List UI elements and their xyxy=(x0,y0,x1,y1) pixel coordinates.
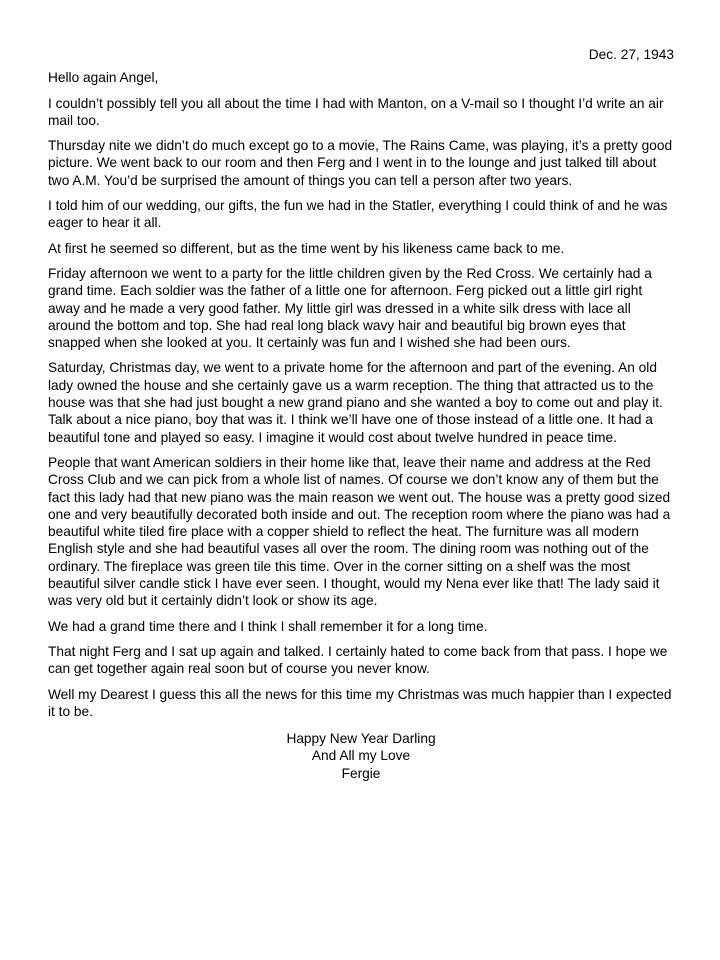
letter-body xyxy=(48,46,674,782)
paragraph-news: Well my Dearest I guess this all the news for this time my Christmas was much happier than I expected it to be. xyxy=(48,686,672,719)
paragraph-friday: Friday afternoon we went to a party for the little children given by the Red Cross. We certainly had a grand time. Each soldier was the father of a little one for afternoon. Ferg picked out a little girl right away and he made a very good father. My little girl was dressed in a white silk dress with lace all around the bottom and top. She had real long black wavy hair and beautiful big brown eyes that snapped when she looked at you. It certainly was fun and I wished she had been ours. xyxy=(48,265,652,351)
paragraph-likeness: At first he seemed so different, but as the time went by his likeness came back to me. xyxy=(48,240,565,256)
paragraph-saturday: Saturday, Christmas day, we went to a private home for the afternoon and part of the evening. An old lady owned the house and she certainly gave us a warm reception. The thing that attracted us to the house was that she had just bought a new grand piano and she wanted a boy to come out and play it. Talk about a nice piano, boy that was it. I think we’ll have one of those instead of a little one. It had a beautiful tone and played so easy. I imagine it would cost about twelve hundred in peace time. xyxy=(48,360,663,445)
paragraph-wedding: I told him of our wedding, our gifts, the fun we had in the Statler, everything I could think of and he was eager to hear it all. xyxy=(48,198,668,231)
closing-line-1: Happy New Year Darling xyxy=(286,731,436,747)
closing-line-2: And All my Love xyxy=(311,748,411,764)
paragraph-thursday: Thursday nite we didn’t do much except go to a movie, The Rains Came, was playing, it’s a pretty good picture. We went back to our room and then Ferg and I went in to the lounge and just talked till about two A.M. You’d be surprised the amount of things you can tell a person after two years. xyxy=(48,138,673,188)
letter-date: Dec. 27, 1943 xyxy=(588,47,674,62)
signature: Fergie xyxy=(341,765,381,781)
letter-greeting: Hello again Angel, xyxy=(48,70,159,86)
paragraph-that-night: That night Ferg and I sat up again and talked. I certainly hated to come back from that pass. I hope we can get together again real soon but of course you never know. xyxy=(48,643,668,677)
paragraph-grand-time: We had a grand time there and I think I shall remember it for a long time. xyxy=(48,618,488,634)
paragraph-manton: I couldn’t possibly tell you all about the time I had with Manton, on a V-mail so I thought I’d write an air mail too. xyxy=(48,95,664,128)
paragraph-soldiers-homes: People that want American soldiers in their home like that, leave their name and address at the Red Cross Club and we can pick from a whole list of names. Of course we don’t know any of them but the fact this lady had that new piano was the main reason we went out. The house was a pretty good sized one and very beautifully decorated both inside and out. The reception room where the piano was had a beautiful white tiled fire place with a copper shield to reflect the heat. The furniture was all modern English style and she had beautiful vases all over the room. The dining room was nothing out of the ordinary. The fireplace was green tile this time. Over in the corner sitting on a shelf was the most beautiful silver candle stick I have ever seen. I thought, would my Nena ever like that! The lady said it was very old but it certainly didn’t look or show its age. xyxy=(48,454,671,609)
letter-closing xyxy=(48,730,674,782)
